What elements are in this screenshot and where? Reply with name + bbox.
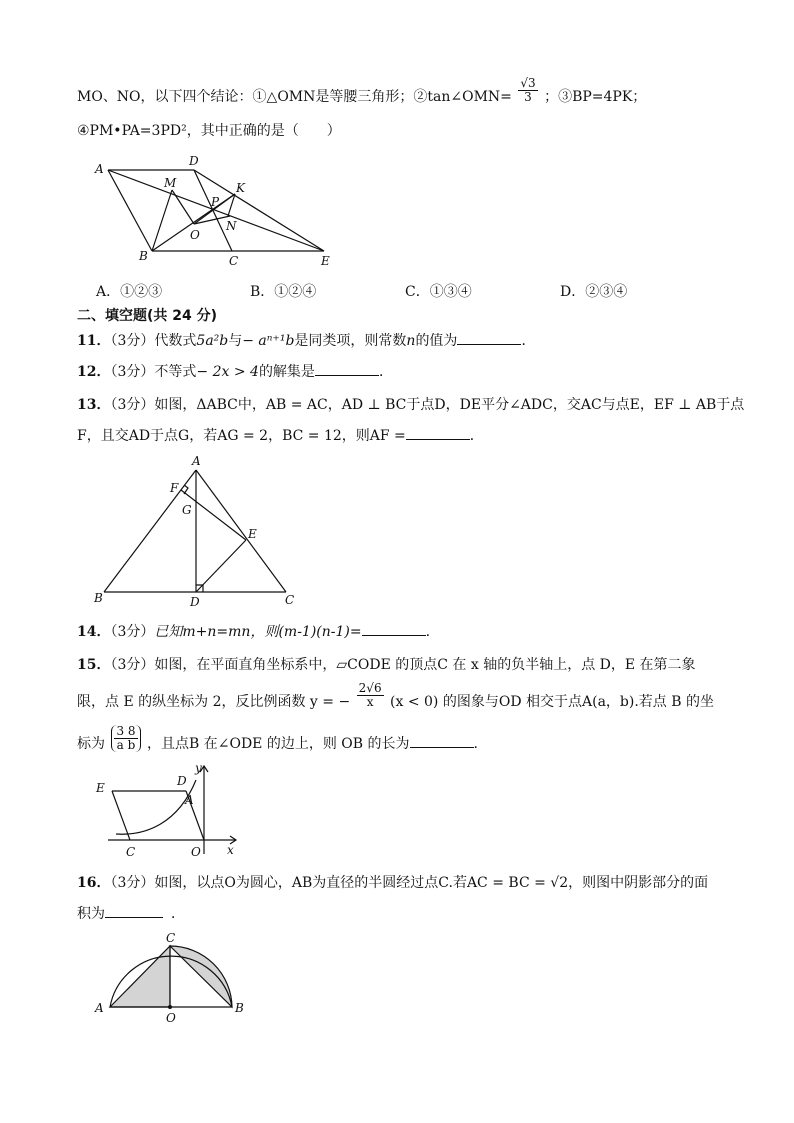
q15-line1 (77, 655, 696, 675)
q11 (77, 331, 535, 351)
q10-choice-c[interactable]: C．①③④ (405, 284, 472, 300)
q15-label-a: A (185, 793, 194, 807)
q14 (77, 622, 430, 642)
q10-line1-c: ；③BP=4PK； (544, 89, 647, 105)
q11-number: 11． (77, 333, 111, 349)
q11-text-d: 的值为 (415, 333, 458, 349)
q14-answer-blank[interactable] (362, 623, 426, 636)
q14-number: 14． (77, 624, 111, 640)
q16-end: ． (171, 906, 185, 922)
q16-answer-blank[interactable] (105, 905, 163, 918)
q14-end: . (425, 624, 431, 640)
q11-end: ． (521, 333, 536, 349)
q15-label-y: y (195, 762, 202, 775)
q10-frac-den: 3 (524, 89, 532, 104)
q14-score: （3分） (110, 624, 155, 640)
q10-label-d: D (189, 154, 199, 168)
q16-number: 16． (77, 875, 111, 891)
q13-text-1: 如图，ΔABC中，AB = AC，AD ⊥ BC于点D，DE平分∠ADC，交AC与点E，EF ⊥ AB于点 (154, 397, 745, 413)
q16-text-1: 如图，以点O为圆心，AB为直径的半圆经过点C.若AC = BC = √2，则图中阴影部分的面 (154, 875, 709, 891)
q15-text-3a: 标为 (77, 736, 105, 752)
q12-number: 12． (77, 364, 111, 380)
q13-line1 (77, 395, 744, 415)
q13-label-f: F (170, 481, 179, 495)
q11-text-b: 与 (228, 333, 243, 349)
q16-score: （3分） (110, 875, 155, 891)
q10-label-p: P (211, 195, 220, 209)
q11-text-a: 代数式 (154, 333, 197, 349)
q15-label-d: D (177, 774, 187, 788)
q13-label-c: C (285, 593, 295, 607)
q13-line2 (77, 426, 484, 446)
q15-label-o: O (191, 845, 201, 859)
q15-paren-fraction (111, 725, 140, 752)
q15-fraction (357, 682, 384, 709)
q13-label-b: B (94, 591, 103, 605)
q12 (77, 362, 393, 382)
q12-text-a: 不等式 (154, 364, 197, 380)
q15-frac-den: x (366, 694, 374, 709)
q16-label-b: B (235, 1001, 244, 1015)
q11-expr1: 5a²b (196, 333, 229, 349)
q12-answer-blank[interactable] (315, 363, 379, 376)
q16-label-o: O (166, 1011, 176, 1024)
q13-answer-blank[interactable] (406, 427, 470, 440)
q15-label-c: C (126, 845, 136, 859)
q15-label-e: E (96, 781, 105, 795)
q10-choice-d[interactable]: D．②③④ (560, 284, 628, 300)
q10-line1-b: △OMN是等腰三角形；②tan∠OMN= (266, 89, 512, 105)
q10-label-e: E (321, 254, 330, 268)
q10-line1-a: MO、NO，以下四个结论：① (77, 89, 267, 105)
q10-choice-a[interactable]: A．①②③ (96, 284, 163, 300)
q11-score: （3分） (110, 333, 155, 349)
q16-label-c: C (166, 931, 176, 945)
q10-label-b: B (139, 249, 148, 263)
q10-label-k: K (236, 181, 245, 195)
q15-score: （3分） (110, 657, 155, 673)
q15-paren-num: 3 8 (116, 723, 136, 738)
q15-number: 15． (77, 657, 111, 673)
q16-figure (90, 930, 260, 1024)
q15-line2 (77, 680, 714, 712)
q10-fraction (518, 77, 537, 104)
q10-line1 (77, 75, 647, 107)
q13-end: ． (469, 428, 484, 444)
q14-text: 已知m+n=mn，则(m-1)(n-1)= (154, 624, 362, 640)
q10-label-n: N (226, 219, 237, 233)
q13-label-a: A (192, 454, 201, 468)
q10-label-a: A (95, 162, 104, 176)
q15-end: . (473, 736, 478, 752)
q10-line2: ④PM•PA=3PD²，其中正确的是（ ） (77, 123, 341, 139)
q15-answer-blank[interactable] (410, 735, 474, 748)
q13-label-e: E (248, 527, 257, 541)
q12-expr: − 2x > 4 (196, 364, 259, 380)
q13-text-2: F，且交AD于点G，若AG = 2，BC = 12，则AF = (77, 428, 406, 444)
q15-label-x: x (227, 843, 234, 857)
q16-center-dot (168, 1005, 172, 1009)
q16-line2 (77, 904, 185, 924)
section-title: 二、填空题(共 24 分) (77, 308, 218, 324)
q12-text-b: 的解集是 (258, 364, 315, 380)
q10-label-o: O (190, 228, 200, 242)
q11-text-c: 是同类项，则常数 (294, 333, 407, 349)
q10-frac-num: √3 (520, 75, 536, 90)
q16-label-a: A (95, 1001, 104, 1015)
q10-figure (90, 152, 340, 270)
q15-text-1: 如图，在平面直角坐标系中，▱CODE 的顶点C 在 x 轴的负半轴上，点 D，E 在第二象 (154, 657, 696, 673)
q13-label-d: D (190, 595, 200, 609)
q10-label-c: C (229, 254, 239, 268)
q10-choice-b[interactable]: B．①②④ (250, 284, 317, 300)
q13-figure (88, 454, 308, 612)
q16-text-2: 积为 (77, 906, 105, 922)
q11-expr2: − aⁿ⁺¹b (242, 333, 295, 349)
q12-score: （3分） (110, 364, 155, 380)
q16-line1 (77, 873, 708, 893)
q15-text-2b: (x < 0) 的图象与OD 相交于点A(a，b).若点 B 的坐 (390, 694, 714, 710)
q13-label-g: G (182, 503, 192, 517)
q13-score: （3分） (110, 397, 155, 413)
q15-frac-num: 2√6 (358, 680, 382, 695)
q15-figure (90, 762, 250, 862)
q11-var: n (406, 333, 416, 349)
q11-answer-blank[interactable] (457, 332, 521, 345)
q15-paren-den: a b (116, 737, 136, 752)
q15-text-3b: ，且点B 在∠ODE 的边上，则 OB 的长为 (147, 736, 410, 752)
q12-end: ． (378, 364, 393, 380)
q15-text-2a: 限，点 E 的纵坐标为 2，反比例函数 y = − (77, 694, 351, 710)
q13-number: 13． (77, 397, 111, 413)
q10-label-m: M (164, 176, 177, 190)
q15-line3 (77, 723, 478, 754)
